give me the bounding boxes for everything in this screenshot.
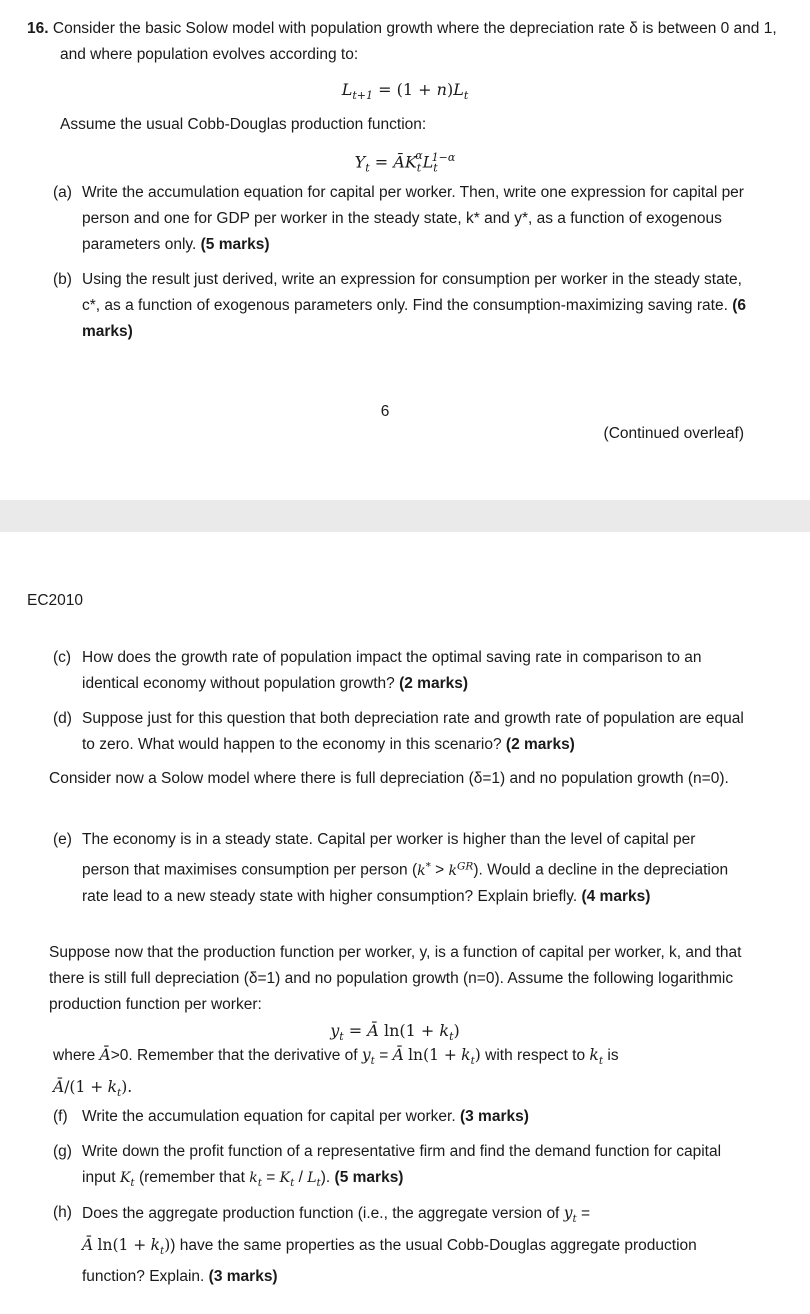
production-intro: Assume the usual Cobb-Douglas production function: (60, 116, 427, 133)
part-c-text: How does the growth rate of population impact the optimal saving rate in comparison to an identical economy without population growth? (82, 649, 702, 692)
part-b-text: Using the result just derived, write an expression for consumption per worker in the steady state, c*, as a function of exogenous parameters only. Find the consumption-maximizing saving rate. (82, 271, 742, 314)
log-production-intro: Suppose now that the production function per worker, y, is a function of capital per worker, k, and that there is still full depreciation (δ=1) and no population growth (n=0). Assume the following logarithmic production function per worker: (49, 944, 742, 1013)
equation-population: $L_{t+1} = (1 + n)L_t$ (341, 80, 469, 103)
continued-overleaf: (Continued overleaf) (603, 425, 744, 442)
part-g-text-2: (remember that (138, 1169, 245, 1186)
part-e-label: (e) (53, 831, 72, 848)
page-separator (0, 500, 810, 532)
page-header: EC2010 (27, 592, 84, 609)
where-text-1: where (53, 1047, 96, 1064)
part-c-label: (c) (53, 649, 72, 666)
question-intro: 16. Consider the basic Solow model with population growth where the depreciation rate δ is between 0 and 1, and where population evolves according to: (27, 20, 777, 63)
part-d-text: Suppose just for this question that both depreciation rate and growth rate of population are equal to zero. What would happen to the economy in this scenario? (82, 710, 744, 753)
part-h-text-2: ) have the same properties as the usual Cobb-Douglas aggregate production function? Explain. (82, 1237, 697, 1286)
equation-production: $Y_t$ = $ĀK_t^\alpha L_t^{1-\alpha}$ (354, 149, 456, 175)
part-c-marks: (2 marks) (399, 675, 469, 692)
part-b-marks: (6 marks) (82, 297, 746, 340)
part-a-text: Write the accumulation equation for capital per worker. Then, write one expression for capital per person and one for GDP per worker in the steady state, k* and y*, as a function of exogenous parameters only. (82, 184, 744, 253)
page-2: EC2010 (c) How does the growth rate of population impact the optimal saving rate in comparison to an identical economy without population growth? (2 marks) (d) Suppose just for this question that both depreciation rate and growth rate of population are equal to zero. What would happen to the economy in this scenario? (2 marks) Consider now a Solow model where there is full depreciation (δ=1) and no population growth (n=0). (e) The economy is in a steady state. Capital per worker is higher than the level of capital per person that maximises consumption per person $(k^* > k^{GR})$. Would a decline in the depreciation rate lead to a new steady state with higher consumption? Explain briefly. (4 marks) Suppose now that the production function per worker, y, is a function of capital per worker, k, and that there is still full depreciation (δ=1) and no population growth (n=0). Assume the following logarithmic production function per worker: $y_t$ = Ā $\ln(1 + k_t)$ where Ā>0. Remember that the derivative of $y_t$ = Ā $\ln(1 + k_t)$ with respect to $k_t$ is Ā/(1 + $k_t$). (f) Write the accumulation equation for capital per worker. (3 marks) (g) Write down the profit function of a representative firm and find the demand function for capital input $K_t$ (remember that $k_t = K_t / L_t$). (5 marks) (h) Does the aggregate production function (i.e., the aggregate version of $y_t$ = Ā $\ln(1 + k_t)$) have the same properties as the usual Cobb-Douglas aggregate production function? Explain. (3 marks) (0, 532, 810, 1314)
part-h-text-1: Does the aggregate production function (i.e., the aggregate version of (82, 1205, 560, 1222)
where-text-3: with respect to (485, 1047, 586, 1064)
part-d-label: (d) (53, 710, 72, 727)
derivative-note: where Ā>0. Remember that the derivative of $y_t$ = Ā $\ln(1 + k_t)$ with respect to $k_t$ is Ā/(1 + $k_t$). (53, 1046, 619, 1100)
where-text-2: >0. Remember that the derivative of (110, 1047, 358, 1064)
part-e-text-before: The economy is in a steady state. Capital per worker is higher than the level of capital per person that maximises consumption per person ( (82, 831, 696, 879)
page-number: 6 (380, 403, 390, 420)
part-h-label: (h) (53, 1204, 72, 1221)
part-d-marks: (2 marks) (505, 736, 575, 753)
part-a-marks: (5 marks) (200, 236, 270, 253)
where-text-4: is (607, 1047, 619, 1064)
part-a-label: (a) (53, 184, 72, 201)
part-e-marks: (4 marks) (581, 887, 651, 905)
part-g-text-1: Write down the profit function of a representative firm and find the demand function for capital input (82, 1143, 722, 1186)
part-g-label: (g) (53, 1143, 72, 1160)
intro-text: Consider the basic Solow model with population growth where the depreciation rate δ is between 0 and 1, and where population evolves according to: (52, 20, 777, 63)
part-b-label: (b) (53, 271, 72, 288)
question-number: 16 (27, 20, 45, 37)
part-g-marks: (5 marks) (334, 1169, 404, 1186)
part-g-text-3: ). (320, 1169, 331, 1186)
part-h-marks: (3 marks) (208, 1268, 278, 1286)
part-f-text: Write the accumulation equation for capital per worker. (82, 1108, 456, 1125)
page-1 (0, 0, 810, 500)
part-e-text-after: ). Would a decline in the depreciation rate lead to a new steady state with higher consumption? Explain briefly. (82, 861, 729, 905)
part-f-label: (f) (53, 1108, 68, 1125)
equation-log: $y_t$ = Ā $\ln(1 + k_t)$ (330, 1021, 460, 1044)
part-f-marks: (3 marks) (459, 1108, 529, 1125)
full-depreciation-intro: Consider now a Solow model where there is full depreciation (δ=1) and no population growth (n=0). (49, 770, 729, 787)
